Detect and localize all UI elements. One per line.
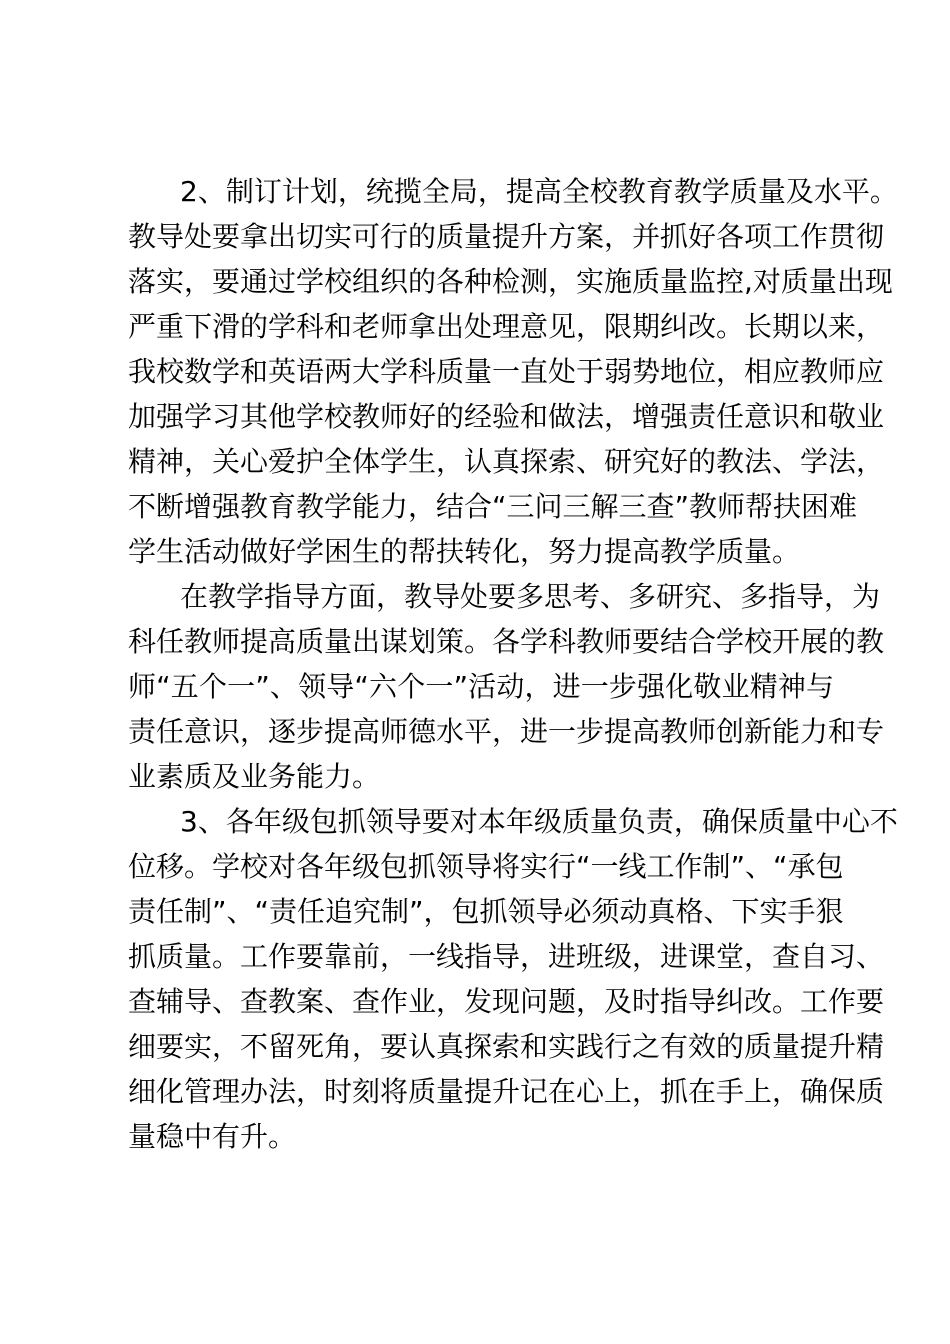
text-line: 抓质量。工作要靠前，一线指导，进班级，进课堂，查自习、 — [128, 940, 885, 973]
text-line: 细要实，不留死角，要认真探索和实践行之有效的质量提升精 — [128, 1030, 885, 1063]
text-line: 2、制订计划，统揽全局，提高全校教育教学质量及水平。 — [180, 175, 898, 208]
text-line: 加强学习其他学校教师好的经验和做法，增强责任意识和敬业 — [128, 400, 885, 433]
text-line: 业素质及业务能力。 — [128, 760, 381, 793]
text-line: 科任教师提高质量出谋划策。各学科教师要结合学校开展的教 — [128, 625, 885, 658]
text-line: 责任制”、“责任追究制”，包抓领导必须动真格、下实手狠 — [128, 895, 844, 928]
text-line: 落实，要通过学校组织的各种检测，实施质量监控,对质量出现 — [128, 265, 893, 298]
text-line: 不断增强教育教学能力，结合“三问三解三查”教师帮扶困难 — [128, 490, 858, 523]
text-line: 精神，关心爱护全体学生，认真探索、研究好的教法、学法， — [128, 445, 885, 478]
text-line: 教导处要拿出切实可行的质量提升方案，并抓好各项工作贯彻 — [128, 220, 885, 253]
text-line: 师“五个一”、领导“六个一”活动，进一步强化敬业精神与 — [128, 670, 834, 703]
text-line: 3、各年级包抓领导要对本年级质量负责，确保质量中心不 — [180, 805, 898, 838]
paragraph-2 — [128, 574, 885, 799]
text-line: 位移。学校对各年级包抓领导将实行“一线工作制”、“承包 — [128, 850, 844, 883]
text-line: 我校数学和英语两大学科质量一直处于弱势地位，相应教师应 — [128, 355, 885, 388]
text-line: 细化管理办法，时刻将质量提升记在心上，抓在手上，确保质 — [128, 1075, 885, 1108]
document-body — [128, 169, 898, 1159]
text-line: 学生活动做好学困生的帮扶转化，努力提高教学质量。 — [128, 535, 801, 568]
text-line: 查辅导、查教案、查作业，发现问题，及时指导纠改。工作要 — [128, 985, 885, 1018]
text-line: 责任意识，逐步提高师德水平，进一步提高教师创新能力和专 — [128, 715, 885, 748]
paragraph-1 — [128, 169, 898, 574]
text-line: 在教学指导方面，教导处要多思考、多研究、多指导，为 — [180, 580, 881, 613]
text-line: 严重下滑的学科和老师拿出处理意见，限期纠改。长期以来， — [128, 310, 885, 343]
text-line: 量稳中有升。 — [128, 1120, 297, 1153]
paragraph-3 — [128, 799, 898, 1159]
